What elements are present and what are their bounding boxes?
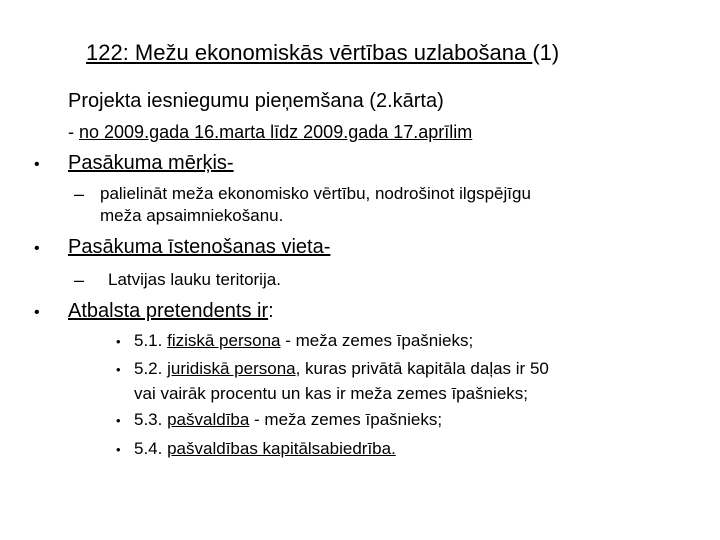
applicant-item: 5.1. fiziskā persona - meža zemes īpašnieks; (134, 331, 474, 350)
goal-text-line1: palielināt meža ekonomisko vērtību, nodrošinot ilgspējīgu (100, 184, 531, 203)
section-heading-location: Pasākuma īstenošanas vieta- (68, 236, 331, 258)
bullet-icon: • (116, 362, 121, 377)
applicant-item: 5.2. juridiskā persona, kuras privātā kapitāla daļas ir 50 (134, 359, 549, 378)
bullet-icon: • (116, 442, 121, 457)
goal-text-line2: meža apsaimniekošanu. (100, 206, 284, 225)
date-range-line (68, 122, 472, 143)
date-prefix: - (68, 122, 79, 142)
location-text: Latvijas lauku teritorija. (108, 270, 281, 289)
bullet-icon: • (116, 334, 121, 349)
title-main: 122: Mežu ekonomiskās vērtības uzlabošana (86, 40, 533, 65)
applicant-link[interactable]: fiziskā persona (167, 331, 281, 350)
subtitle: Projekta iesniegumu pieņemšana (2.kārta) (68, 90, 444, 112)
applicant-link[interactable]: pašvaldības kapitālsabiedrība. (167, 439, 396, 458)
bullet-icon: • (34, 156, 40, 173)
applicant-item: 5.4. pašvaldības kapitālsabiedrība. (134, 439, 396, 458)
title-tail: (1) (532, 40, 560, 65)
applicant-link[interactable]: juridiskā persona (167, 359, 296, 378)
section-heading-applicants: Atbalsta pretendents ir: (68, 300, 274, 322)
applicant-item-line2: vai vairāk procentu un kas ir meža zemes īpašnieks; (134, 384, 529, 403)
dash-icon: – (74, 184, 85, 204)
bullet-icon: • (116, 413, 121, 428)
bullet-icon: • (34, 304, 40, 321)
dash-icon: – (74, 270, 85, 290)
applicant-link[interactable]: pašvaldība (167, 410, 250, 429)
section-heading-goal: Pasākuma mērķis- (68, 152, 234, 174)
date-range: no 2009.gada 16.marta līdz 2009.gada 17.aprīlim (79, 122, 473, 142)
applicant-item: 5.3. pašvaldība - meža zemes īpašnieks; (134, 410, 443, 429)
bullet-icon: • (34, 240, 40, 257)
slide-title (86, 40, 559, 66)
